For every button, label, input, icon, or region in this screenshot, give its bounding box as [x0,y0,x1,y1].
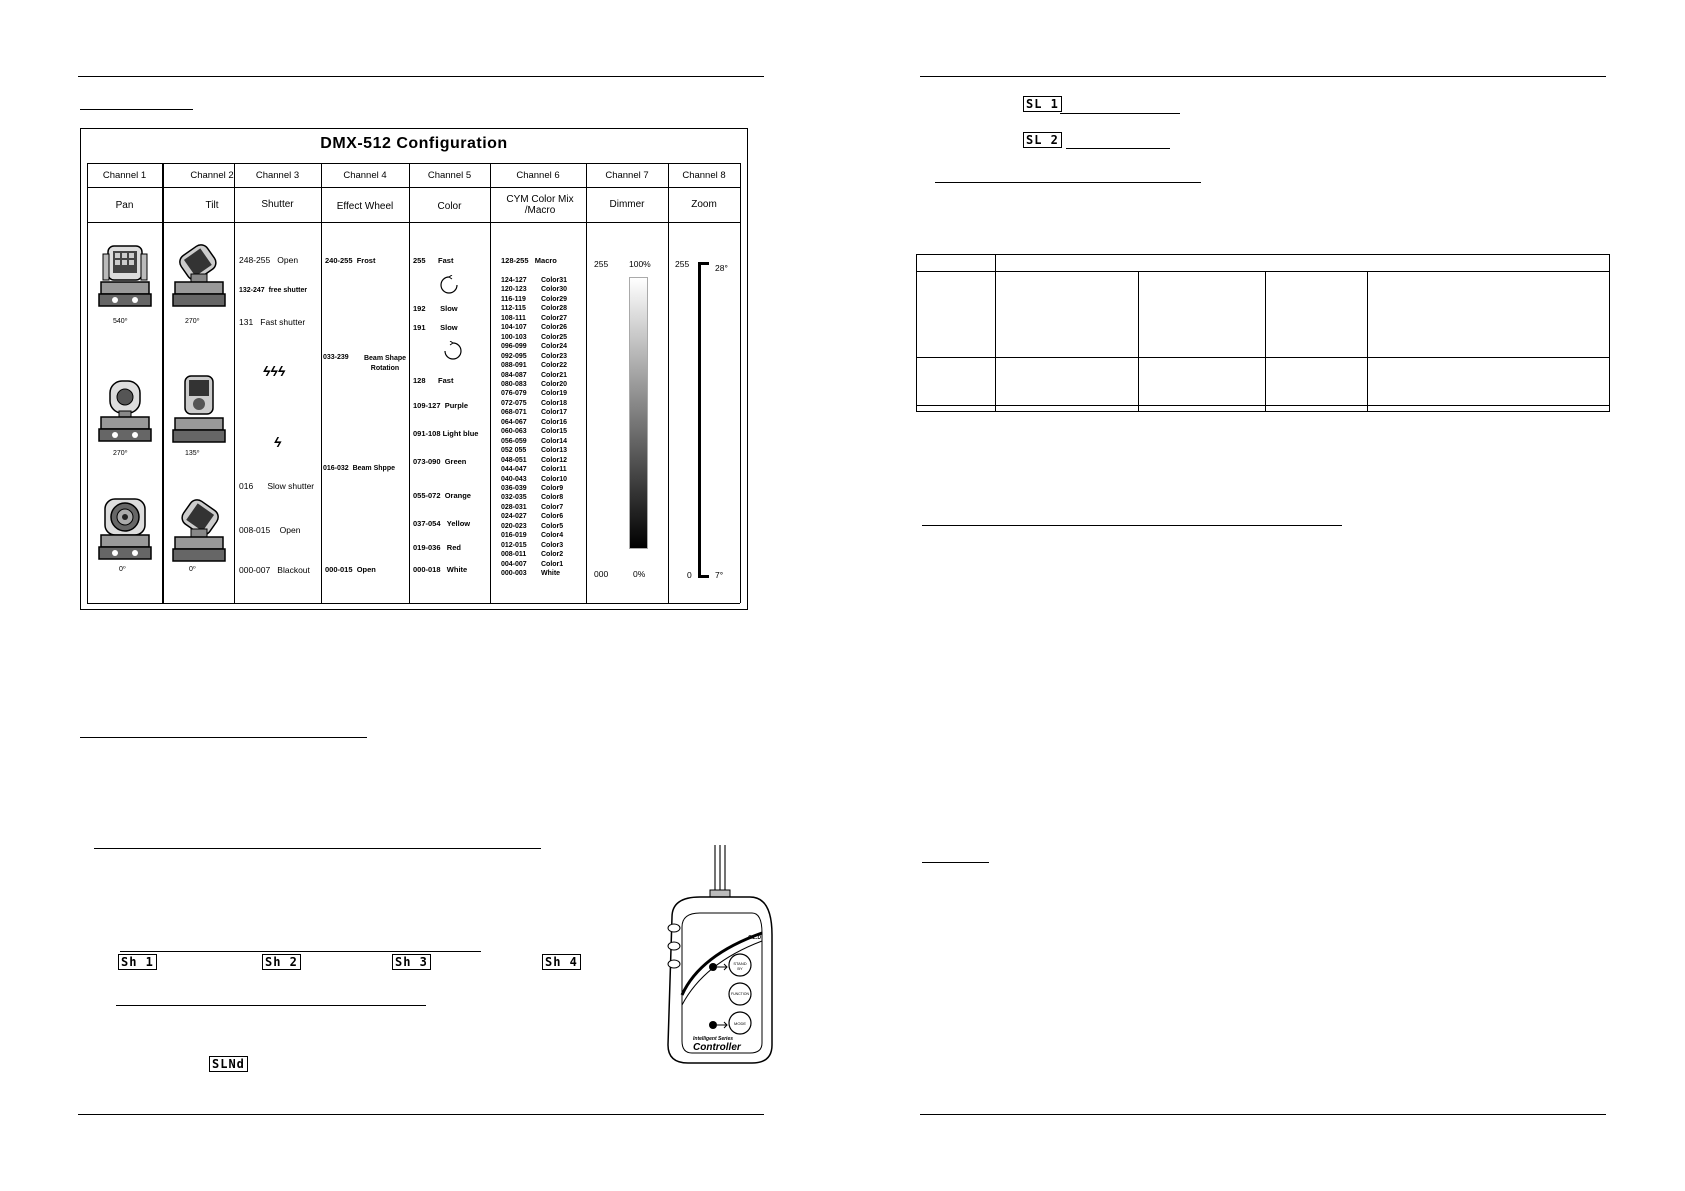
cym-color-row: 016-019 Color4 [501,532,564,540]
table-rule [917,357,1609,358]
lcd-display-sh2: Sh 2 [262,954,301,970]
section-underline [80,109,193,110]
cym-color-row: 044-047 Color11 [501,466,567,474]
color-range: 191 Slow [413,323,458,332]
cym-color-row: 112-115 Color28 [501,305,568,313]
section-underline [80,737,367,738]
cym-color-row: 040-043 Color10 [501,475,568,483]
cym-color-row: 120-123 Color30 [501,286,568,294]
cym-color-row: 020-023 Color5 [501,522,564,530]
channel-header: Channel 2 [190,170,234,181]
lcd-display-slnd: SLNd [209,1056,248,1072]
cym-color-row: 036-039 Color9 [501,484,564,492]
function-label: Dimmer [609,199,645,210]
zoom-top-angle: 28° [715,263,728,273]
section-underline [922,525,1342,526]
section-underline [116,1005,426,1006]
controller-mode-button: MODE [734,1021,746,1026]
controller-name-label: Controller [693,1042,741,1053]
cym-color-row: 056-059 Color14 [501,437,568,445]
effect-wheel-range: 016-032 Beam Shppe [323,465,395,472]
cym-color-row: 052 055 Color13 [501,447,568,455]
cym-color-row: 124-127 Color31 [501,277,568,284]
right-footer-rule [920,1114,1606,1115]
section-underline [1060,113,1180,114]
cym-color-row: 104-107 Color26 [501,324,568,332]
tilt-angle-label: 135⁰ [185,450,200,457]
cym-color-row: 060-063 Color15 [501,428,568,436]
shutter-range: 008-015 Open [239,525,301,535]
table-rule [1265,271,1266,411]
cym-color-row: 064-067 Color16 [501,418,568,426]
dimmer-bottom-percent: 0% [633,569,646,579]
rotate-cw-icon [443,341,463,361]
shutter-range: 000-007 Blackout [239,565,310,575]
zoom-bracket [698,262,709,578]
effect-wheel-label: Beam Shape Rotation [363,355,407,372]
cym-color-row: 084-087 Color21 [501,371,568,379]
channel-header: Channel 6 [516,170,560,181]
moving-head-tilt-icon [169,499,229,563]
moving-head-lens-icon [95,497,155,561]
controller-brand: C.L.D [748,935,762,941]
color-range: 192 Slow [413,304,458,313]
controller-series-label: Intelligent Series [693,1036,734,1042]
table-rule [668,163,669,603]
cym-color-row: 068-071 Color17 [501,409,568,417]
moving-head-front-icon [95,244,155,308]
rotate-ccw-icon [439,275,459,295]
function-label: Tilt [205,200,219,211]
channel-header: Channel 1 [102,170,147,181]
moving-head-tilt-icon [169,374,229,444]
table-rule [321,163,322,603]
cym-color-row: 048-051 Color12 [501,456,568,464]
channel-header: Channel 4 [343,170,387,181]
color-range: 000-018 White [413,565,468,574]
zoom-bottom-value: 0 [687,570,692,580]
effect-wheel-range: 033-239 [323,354,349,361]
color-range: 055-072 Orange [413,491,471,500]
left-header-rule [78,76,764,77]
function-label: Color [437,201,462,212]
channel-header: Channel 7 [605,170,649,181]
cym-color-row: 012-015 Color3 [501,541,564,549]
channel-header: Channel 8 [682,170,726,181]
table-rule [87,222,740,223]
section-underline [935,182,1201,183]
table-rule [740,163,741,603]
dimmer-gradient-bar [629,277,648,549]
function-label: Pan [115,200,134,211]
left-footer-rule [78,1114,764,1115]
shutter-range: 016 Slow shutter [239,481,315,491]
table-rule [995,255,996,411]
lcd-display-sh1: Sh 1 [118,954,157,970]
controller-stand-by-button: STAND BY [733,961,747,971]
lcd-display-sl2: SL 2 [1023,132,1062,148]
dimmer-bottom-value: 000 [594,569,609,579]
function-label: CYM Color Mix /Macro [506,194,574,216]
dmx-config-table [80,128,748,610]
section-underline [1066,148,1170,149]
color-range: 019-036 Red [413,543,461,552]
table-rule [917,271,1609,272]
pan-angle-label: 0⁰ [119,566,126,573]
strobe-fast-icon: ϟϟϟ [263,363,286,379]
cym-color-row: 080-083 Color20 [501,380,568,388]
tilt-angle-label: 0⁰ [189,566,196,573]
controller-function-button: FUNCTION [730,992,750,996]
color-range: 128 Fast [413,376,454,385]
cym-color-row: 000-003 White [501,570,561,578]
table-rule [162,163,164,603]
section-underline [94,848,541,849]
shutter-range: 132-247 free shutter [239,287,308,294]
effect-wheel-range: 000-015 Open [325,565,376,574]
shutter-range: 248-255 Open [239,255,299,265]
function-label: Shutter [261,199,294,210]
right-header-rule [920,76,1606,77]
moving-head-tilt-icon [169,244,229,308]
function-label: Zoom [691,199,717,210]
dimmer-top-value: 255 [594,259,609,269]
cym-color-row: 092-095 Color23 [501,352,568,360]
section-underline [922,862,989,863]
table-rule [490,163,491,603]
cym-color-row: 024-027 Color6 [501,513,564,521]
lcd-display-sh4: Sh 4 [542,954,581,970]
color-range: 091-108 Light blue [413,429,479,438]
cym-color-row: 032-035 Color8 [501,494,564,502]
lcd-display-sh3: Sh 3 [392,954,431,970]
cym-color-row: 108-111 Color27 [501,314,568,322]
cym-color-row: 028-031 Color7 [501,503,564,511]
channel-header: Channel 3 [255,170,300,181]
color-range: 037-054 Yellow [413,519,471,528]
strobe-slow-icon: ϟ [274,434,282,450]
table-rule [1367,271,1368,411]
color-range: 109-127 Purple [413,401,469,410]
table-rule [87,163,740,164]
cym-color-row: 116-119 Color29 [501,295,568,303]
table-rule [234,163,235,603]
cym-color-row: 100-103 Color25 [501,333,568,341]
dimmer-top-percent: 100% [629,259,651,269]
cym-color-row: 072-075 Color18 [501,399,568,407]
lcd-display-sl1: SL 1 [1023,96,1062,112]
shutter-range: 131 Fast shutter [239,317,306,327]
table-rule [87,603,740,604]
pan-angle-label: 540⁰ [113,318,128,325]
tilt-angle-label: 270⁰ [185,318,200,325]
cym-color-list [501,276,567,579]
channel-header: Channel 5 [427,170,472,181]
table-rule [917,405,1609,406]
table-rule [87,187,740,188]
moving-head-side-icon [95,379,155,443]
table-rule [87,163,88,603]
zoom-bottom-angle: 7° [715,570,724,580]
pan-angle-label: 270⁰ [113,450,128,457]
cym-color-row: 096-099 Color24 [501,343,568,351]
color-range: 255 Fast [413,256,454,265]
table-rule [1138,271,1139,411]
dmx-table-title: DMX-512 Configuration [320,135,508,152]
cym-color-row: 004-007 Color1 [501,560,564,568]
function-label: Effect Wheel [336,201,394,212]
zoom-top-value: 255 [675,259,690,269]
effect-wheel-range: 240-255 Frost [325,256,376,265]
cym-color-row: 088-091 Color22 [501,362,568,370]
color-range: 073-090 Green [413,457,467,466]
cym-macro-range: 128-255 Macro [501,256,557,265]
settings-table [916,254,1610,412]
cym-color-row: 008-011 Color2 [501,551,564,559]
cym-color-row: 076-079 Color19 [501,390,568,398]
table-rule [409,163,410,603]
section-underline [120,951,481,952]
table-rule [586,163,587,603]
